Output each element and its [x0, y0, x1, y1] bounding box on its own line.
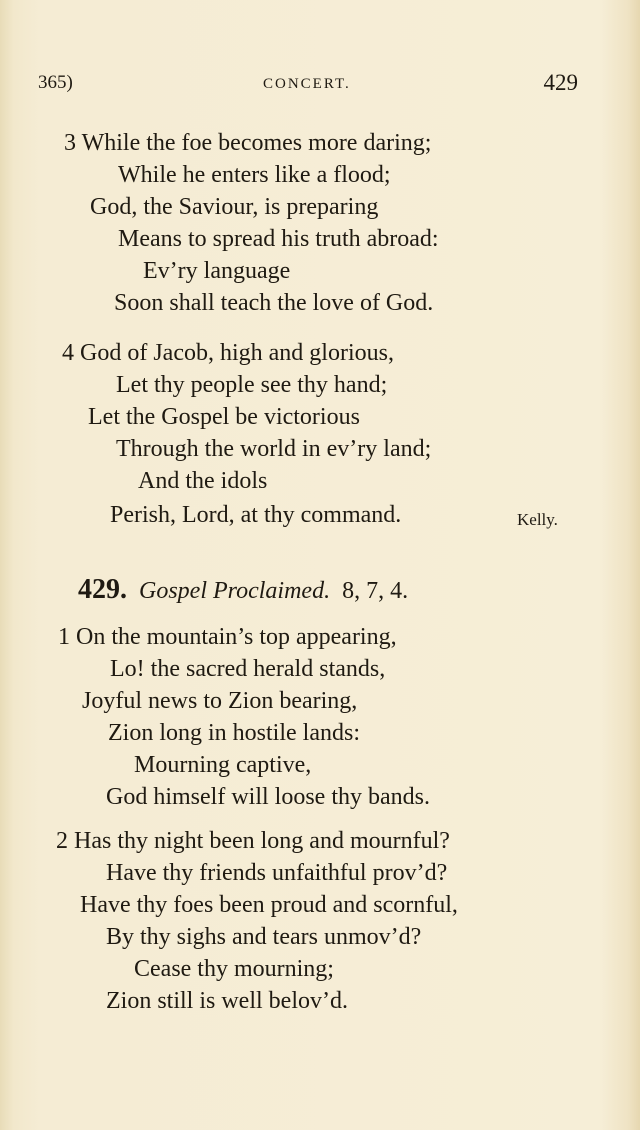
- verse-line: Joyful news to Zion bearing,: [82, 688, 358, 714]
- verse-text: While the foe becomes more daring;: [81, 130, 432, 156]
- verse-line: God, the Saviour, is preparing: [90, 194, 379, 220]
- hymn-heading: [78, 574, 408, 606]
- verse-text: On the mountain’s top appearing,: [76, 624, 397, 650]
- verse-line: Mourning captive,: [134, 752, 312, 778]
- verse-line: [56, 826, 450, 856]
- verse-number: 1: [58, 624, 70, 650]
- page-number: 429: [543, 70, 578, 95]
- hymn-meter: 8, 7, 4.: [342, 578, 409, 604]
- verse-line: Soon shall teach the love of God.: [114, 290, 434, 316]
- verse-line: Perish, Lord, at thy command.: [110, 502, 402, 528]
- verse-line: Through the world in ev’ry land;: [116, 436, 432, 462]
- verse-line: God himself will loose thy bands.: [106, 784, 430, 810]
- verse-line: [64, 128, 431, 158]
- previous-hymn-ref: 365): [38, 72, 73, 93]
- verse-line: By thy sighs and tears unmov’d?: [106, 924, 422, 950]
- verse-number: 2: [56, 828, 68, 854]
- verse-line: [58, 622, 397, 652]
- verse-line: Have thy friends unfaithful prov’d?: [106, 860, 448, 886]
- verse-line: [62, 338, 394, 368]
- page-header: [38, 72, 578, 102]
- verse-line: Zion still is well belov’d.: [106, 988, 348, 1014]
- hymn-number: 429.: [78, 574, 127, 605]
- verse-line: Zion long in hostile lands:: [108, 720, 360, 746]
- verse-line: Means to spread his truth abroad:: [118, 226, 439, 252]
- verse-line: While he enters like a flood;: [118, 162, 391, 188]
- verse-line: Let thy people see thy hand;: [116, 372, 388, 398]
- hymn-author: Kelly.: [517, 510, 558, 529]
- verse-line: Lo! the sacred herald stands,: [110, 656, 386, 682]
- running-title: CONCERT.: [263, 76, 351, 92]
- verse-text: God of Jacob, high and glorious,: [80, 340, 394, 366]
- verse-line: Let the Gospel be victorious: [88, 404, 360, 430]
- verse-number: 4: [62, 340, 74, 366]
- verse-number: 3: [64, 130, 76, 156]
- verse-line: Ev’ry language: [143, 258, 291, 284]
- verse-line: Cease thy mourning;: [134, 956, 334, 982]
- verse-line: And the idols: [138, 468, 268, 494]
- verse-text: Has thy night been long and mournful?: [74, 828, 450, 854]
- verse-line: Have thy foes been proud and scornful,: [80, 892, 458, 918]
- hymn-title: Gospel Proclaimed.: [139, 578, 331, 604]
